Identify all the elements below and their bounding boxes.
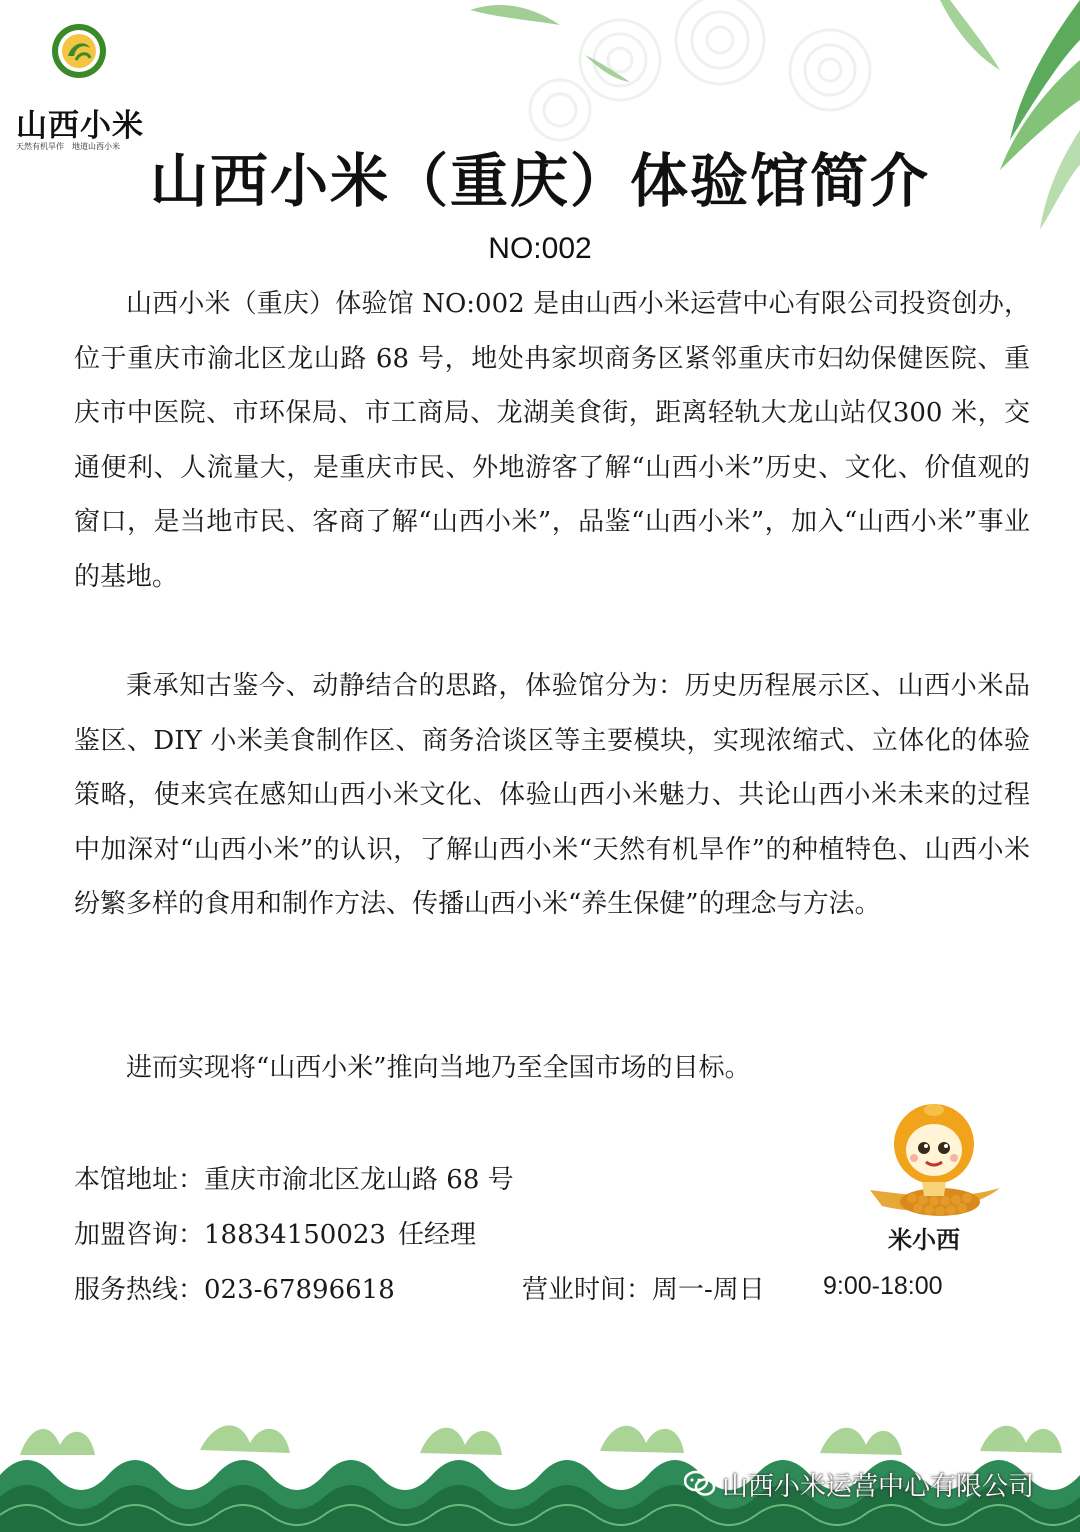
wechat-icon [684,1470,716,1498]
franchise-line [74,1214,476,1251]
address-value: 重庆市渝北区龙山路 68 号 [204,1165,514,1195]
intro-paragraph: 山西小米（重庆）体验馆 NO:002 是由山西小米运营中心有限公司投资创办，位于重庆市渝北区龙山路 68 号，地处冉家坝商务区紧邻重庆市妇幼保健医院、重庆市中医院、市环保局、市工商局、龙湖美食街，距离轻轨大龙山站仅300 米，交通便利、人流量大，是重庆市民、外地游客了解“山西小米”历史、文化、价值观的窗口，是当地市民、客商了解“山西小米”，品鉴“山西小米”，加入“山西小米”事业的基地。 [74,289,1030,592]
layout-paragraph: 秉承知古鉴今、动静结合的思路，体验馆分为：历史历程展示区、山西小米品鉴区、DIY 小米美食制作区、商务洽谈区等主要模块，实现浓缩式、立体化的体验策略，使来宾在感知山西小米文化、体验山西小米魅力、共论山西小米未来的过程中加深对“山西小米”的认识，了解山西小米“天然有机旱作”的种植特色、山西小米纷繁多样的食用和制作方法、传播山西小米“养生保健”的理念与方法。 [74,671,1030,920]
logo-name: 山西小米 [16,108,144,144]
franchise-contact: 任经理 [397,1220,476,1250]
mascot-name: 米小西 [888,1226,960,1254]
hotline-value: 023-67896618 [204,1275,395,1305]
page-title: 山西小米（重庆）体验馆简介 [149,147,930,215]
hotline-label: 服务热线： [74,1275,205,1305]
logo-slogan: 天然有机旱作 地道山西小米 [16,142,120,151]
business-hours-label: 营业时间：周一-周日 [522,1275,765,1305]
franchise-phone: 18834150023 [204,1220,386,1250]
goal-paragraph: 进而实现将“山西小米”推向当地乃至全国市场的目标。 [126,1053,751,1083]
address-line [74,1159,514,1196]
brand-logo [10,18,150,151]
address-label: 本馆地址： [74,1165,205,1195]
hotline-line [74,1269,395,1306]
franchise-label: 加盟咨询： [74,1220,205,1250]
logo-emblem-icon [50,22,108,80]
business-hours-value: 9:00-18:00 [823,1272,943,1300]
document-number: NO:002 [488,232,592,265]
wechat-watermark [684,1466,1034,1502]
watermark-text: 山西小米运营中心有限公司 [722,1471,1035,1502]
